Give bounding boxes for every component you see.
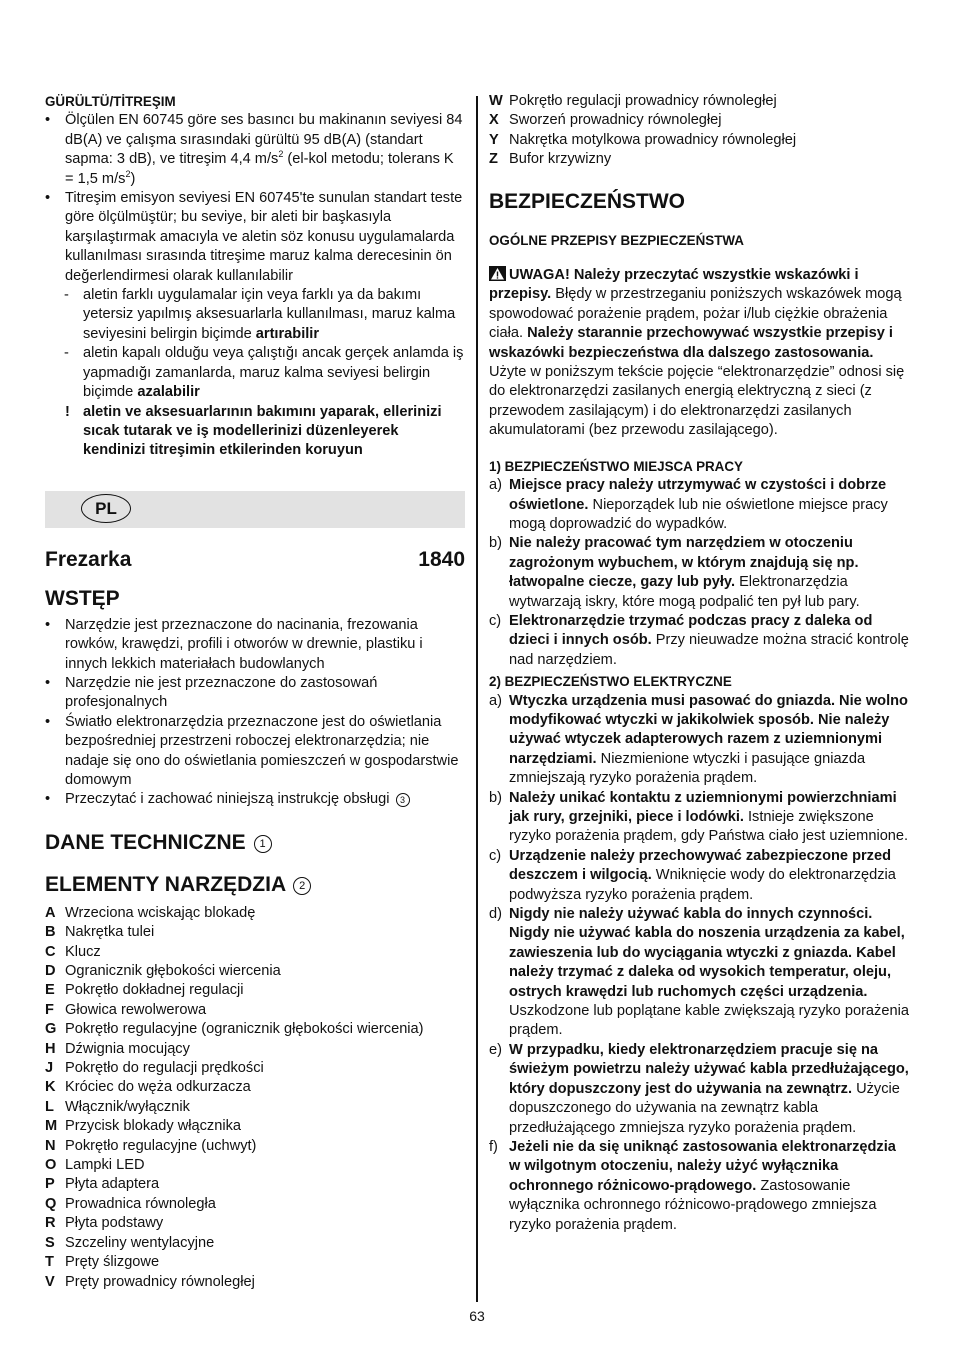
element-label: Sworzeń prowadnicy równoległej [509, 112, 722, 129]
rule-letter: a) [489, 477, 502, 494]
element-item [45, 1117, 465, 1136]
element-letter: X [489, 112, 499, 129]
rule-letter: a) [489, 692, 502, 709]
element-item [45, 1253, 465, 1272]
element-label: Nakrętka tulei [65, 924, 155, 941]
element-item [489, 92, 909, 111]
noise-heading: GÜRÜLTÜ/TİTREŞIM [45, 94, 176, 109]
rule-letter: e) [489, 1041, 502, 1058]
element-letter: T [45, 1254, 54, 1271]
section-heading: 1) BEZPIECZEŃSTWO MIEJSCA PRACY [489, 458, 743, 474]
elements-list-continued [489, 92, 909, 170]
element-item [45, 1137, 465, 1156]
element-letter: B [45, 924, 56, 941]
rule-text: Nieporządek lub nie oświetlone miejsce pracy mogą doprowadzić do wypadków. [509, 496, 888, 532]
element-item [45, 962, 465, 981]
element-label: Króciec do węża odkurzacza [65, 1079, 251, 1096]
element-item [45, 1214, 465, 1233]
rule-bold-text: Miejsce pracy należy utrzymywać w czystości i dobrze oświetlone. [509, 477, 887, 513]
rule-letter: b) [489, 789, 502, 806]
rule-letter: b) [489, 535, 502, 552]
figure-ref-icon: 2 [293, 877, 311, 895]
element-item [45, 1175, 465, 1194]
element-letter: F [45, 1001, 54, 1018]
element-item [45, 904, 465, 923]
element-letter: P [45, 1176, 55, 1193]
element-letter: G [45, 1021, 57, 1038]
vibration-warning: ! aletin ve aksesuarlarının bakımını yaparak, ellerinizi sıcak tutarak ve iş modellerinizi düzenleyerek kendinizi titreşimin etkilerinden koruyun [65, 403, 442, 459]
element-label: Lampki LED [65, 1157, 145, 1174]
noise-sub-2: - aletin kapalı olduğu veya çalıştığı ancak gerçek anlamda iş yapmadığı zamanlarda, maruz kalma seviyesi belirgin biçimde azalabilir [64, 345, 464, 401]
element-label: Wrzeciona wciskając blokadę [65, 904, 256, 921]
element-label: Ogranicznik głębokości wiercenia [65, 963, 281, 979]
product-title: Frezarka [45, 547, 132, 571]
element-item [45, 1078, 465, 1097]
intro-bullet: • Narzędzie jest przeznaczone do nacinania, frezowania rowków, krawędzi, profili i otworów w drewnie, plastiku i innych lekkich materiałach budowlanych [45, 616, 465, 674]
noise-sub-1: - aletin farklı uygulamalar için veya farklı ya da bakımı yetersiz yapılmış aksesuarlarla kullanılması, maruz kalma seviyesini belirgin biçimde artırabilir [64, 287, 456, 342]
rule-letter: c) [489, 847, 502, 864]
language-badge: PL [81, 494, 131, 523]
tech-heading: DANE TECHNICZNE 1 [45, 830, 465, 856]
column-divider [476, 96, 478, 1302]
elements-heading: ELEMENTY NARZĘDZIA 2 [45, 872, 465, 898]
figure-ref-icon: 3 [396, 793, 410, 807]
section-heading: 2) BEZPIECZEŃSTWO ELEKTRYCZNE [489, 674, 732, 690]
element-label: Włącznik/wyłącznik [65, 1098, 190, 1115]
element-label: Szczeliny wentylacyjne [65, 1234, 215, 1251]
rule-bold-text: Elektronarzędzie trzymać podczas pracy z daleka od dzieci i innych osób. [509, 612, 873, 649]
element-label: Nakrętka motylkowa prowadnicy równoległej [509, 131, 797, 148]
safety-rule [489, 789, 909, 847]
rule-text: Uszkodzone lub poplątane kable zwiększają ryzyko porażenia prądem. [509, 1003, 909, 1039]
safety-rule [489, 847, 909, 905]
element-letter: E [45, 982, 55, 999]
element-label: Płyta adaptera [65, 1176, 160, 1193]
rule-bold-text: W przypadku, kiedy elektronarzędziem pracuje się na świeżym powietrzu należy używać kabla przedłużającego, który dopuszczony jest do używania na zewnątrz. [509, 1041, 909, 1097]
element-label: Głowica rewolwerowa [65, 1001, 207, 1018]
element-item [45, 1273, 465, 1292]
general-warning-paragraph: UWAGA! Należy przeczytać wszystkie wskazówki i przepisy. Błędy w przestrzeganiu poniższych wskazówek mogą spowodować porażenie prądem, pożar i/lub ciężkie obrażenia ciała. Należy starannie przechowywać wszystkie przepisy i wskazówki bezpieczeństwa dla dalszego zastosowania. Użyte w poniższym tekście pojęcie “elektronarzędzie” odnosi się do elektronarzędzi zasilanych energią elektryczną z sieci (z przewodem zasilającym) i do elektronarzędzi zasilanych akumulatorami (bez przewodu zasilającego). [489, 267, 905, 439]
element-letter: Z [489, 151, 498, 168]
rule-letter: c) [489, 612, 502, 629]
product-title-row [45, 547, 465, 573]
rule-letter: f) [489, 1138, 498, 1155]
element-label: Prowadnica równoległa [65, 1195, 216, 1212]
element-item [45, 1234, 465, 1253]
rule-bold-text: Nie należy pracować tym narzędziem w otoczeniu zagrożonym wybuchem, w którym znajdują się np. łatwopalne ciecze, gazy lub pyły. [509, 535, 859, 591]
rule-text: Wniknięcie wody do elektronarzędzia podwyższa ryzyko porażenia prądem. [509, 867, 896, 903]
element-letter: A [45, 904, 56, 921]
page-number: 63 [469, 1308, 485, 1324]
safety-rule [489, 534, 909, 612]
language-bar [45, 491, 465, 528]
rule-bold-text: Wtyczka urządzenia musi pasować do gniazda. Nie wolno modyfikować wtyczki w jakikolwiek sposób. Nie należy używać wtyczek adapterowych razem z uziemnionymi narzędziami. [509, 692, 908, 767]
safety-heading: BEZPIECZEŃSTWO [489, 189, 686, 213]
rule-text: Elektronarzędzia wytwarzają iskry, które mogą podpalić ten pył lub pary. [509, 574, 860, 610]
rule-text: Istnieje zwiększone ryzyko porażenia prądem, gdy Państwa ciało jest uziemnione. [509, 809, 909, 845]
element-item [45, 1156, 465, 1175]
safety-rule [489, 1138, 909, 1235]
element-item [45, 1195, 465, 1214]
element-item [45, 1020, 465, 1039]
safety-rule [489, 612, 909, 670]
safety-rule [489, 476, 909, 534]
right-column [489, 92, 909, 1235]
intro-bullet: • Narzędzie nie jest przeznaczone do zastosowań profesjonalnych [45, 674, 465, 713]
element-letter: W [489, 93, 503, 109]
safety-rule [489, 692, 909, 789]
elements-list [45, 904, 465, 1292]
element-label: Pokrętło dokładnej regulacji [65, 982, 244, 999]
element-item [489, 131, 909, 150]
element-item [45, 1040, 465, 1059]
element-label: Przycisk blokady włącznika [65, 1118, 241, 1135]
rule-letter: d) [489, 906, 502, 923]
rule-text: Zastosowanie wyłącznika ochronnego różnicowo-prądowego zmniejsza ryzyko porażenia prądem. [509, 1177, 877, 1233]
element-letter: S [45, 1234, 55, 1251]
noise-bullet-1: • Ölçülen EN 60745 göre ses basıncı bu makinanın seviyesi 84 dB(A) ve çalışma sırasındaki gürültü 95 dB(A) (standart sapma: 3 dB), ve titreşim 4,4 $m/s^2$ (el-kol metodu; tolerans K = 1,5 $m/s^2$) [45, 111, 465, 189]
element-letter: O [45, 1157, 57, 1174]
element-label: Pokrętło regulacyjne (uchwyt) [65, 1137, 257, 1154]
element-label: Pokrętło do regulacji prędkości [65, 1060, 264, 1077]
element-letter: V [45, 1273, 55, 1290]
element-item [45, 981, 465, 1000]
element-label: Klucz [65, 943, 101, 960]
safety-rule [489, 1041, 909, 1138]
element-letter: K [45, 1079, 56, 1096]
element-label: Pokrętło regulacyjne (ogranicznik głębokości wiercenia) [65, 1021, 424, 1038]
safety-sections [489, 457, 909, 1235]
element-item [489, 111, 909, 130]
element-letter: M [45, 1118, 58, 1135]
rule-text: Użycie dopuszczonego do używania na zewnątrz kabla przedłużającego zmniejsza ryzyko porażenia prądem. [509, 1080, 900, 1136]
element-letter: L [45, 1098, 54, 1115]
element-item [489, 150, 909, 169]
element-label: Bufor krzywizny [509, 151, 612, 168]
rule-text: Niezmienione wtyczki i pasujące gniazda zmniejszają ryzyko porażenia prądem. [509, 750, 866, 787]
intro-bullet: • Przeczytać i zachować niniejszą instrukcję obsługi 3 [45, 790, 465, 809]
element-label: Pręty ślizgowe [65, 1254, 160, 1271]
element-item [45, 1059, 465, 1078]
element-item [45, 923, 465, 942]
warning-triangle-icon [489, 266, 506, 281]
intro-bullet: • Światło elektronarzędzia przeznaczone jest do oświetlania bezpośredniej przestrzeni roboczej elektronarzędzia; nie nadaje się ono do oświetlania pomieszczeń w gospodarstwie domowym [45, 713, 465, 791]
element-letter: Y [489, 131, 499, 148]
element-label: Płyta podstawy [65, 1215, 164, 1232]
general-heading: OGÓLNE PRZEPISY BEZPIECZEŃSTWA [489, 232, 744, 248]
rule-bold-text: Urządzenie należy przechowywać zabezpieczone przed deszczem i wilgocią. [509, 847, 891, 884]
intro-list [45, 616, 465, 810]
rule-bold-text: Należy unikać kontaktu z uziemnionymi powierzchniami jak rury, grzejniki, piece i lodówki. [509, 789, 897, 825]
rule-bold-text: Jeżeli nie da się uniknąć zastosowania elektronarzędzia w wilgotnym otoczeniu, należy użyć wyłącznika ochronnego różnicowo-prądowego. [509, 1138, 896, 1194]
element-label: Pokrętło regulacji prowadnicy równoległej [509, 93, 777, 109]
left-column [45, 92, 465, 1292]
element-letter: C [45, 943, 56, 960]
safety-rule [489, 905, 909, 1041]
element-letter: J [45, 1060, 54, 1077]
element-item [45, 1098, 465, 1117]
rule-bold-text: Nigdy nie należy używać kabla do innych czynności. Nigdy nie używać kabla do noszenia urządzenia za kabel, zawieszenia lub do wyciągania wtyczki z gniazda. Kabel należy trzymać z daleka od wysokich temperatur, oleju, ostrych krawędzi lub ruchomych części urządzenia. [509, 906, 905, 1000]
element-letter: Q [45, 1195, 57, 1212]
intro-heading: WSTĘP [45, 586, 120, 610]
element-item [45, 943, 465, 962]
figure-ref-icon: 1 [254, 835, 272, 853]
element-item [45, 1001, 465, 1020]
product-number: 1840 [418, 547, 465, 571]
rule-text: Przy nieuwadze można stracić kontrolę nad narzędziem. [509, 632, 909, 668]
element-letter: N [45, 1137, 56, 1154]
element-letter: D [45, 963, 56, 979]
element-letter: H [45, 1040, 56, 1057]
element-label: Pręty prowadnicy równoległej [65, 1273, 255, 1290]
noise-bullet-2: • Titreşim emisyon seviyesi EN 60745'te sunulan standart teste göre ölçülmüştür; bu seviye, bir aleti bir başkasıyla karşılaştırmak amacıyla ve aletin söz konusu uygulamalarda kullanılması sırasında titreşime maruz kalma derecesinin ön değerlendirmesi olarak kullanılabilir [45, 189, 465, 286]
element-label: Dźwignia mocujący [65, 1040, 190, 1057]
element-letter: R [45, 1215, 56, 1232]
